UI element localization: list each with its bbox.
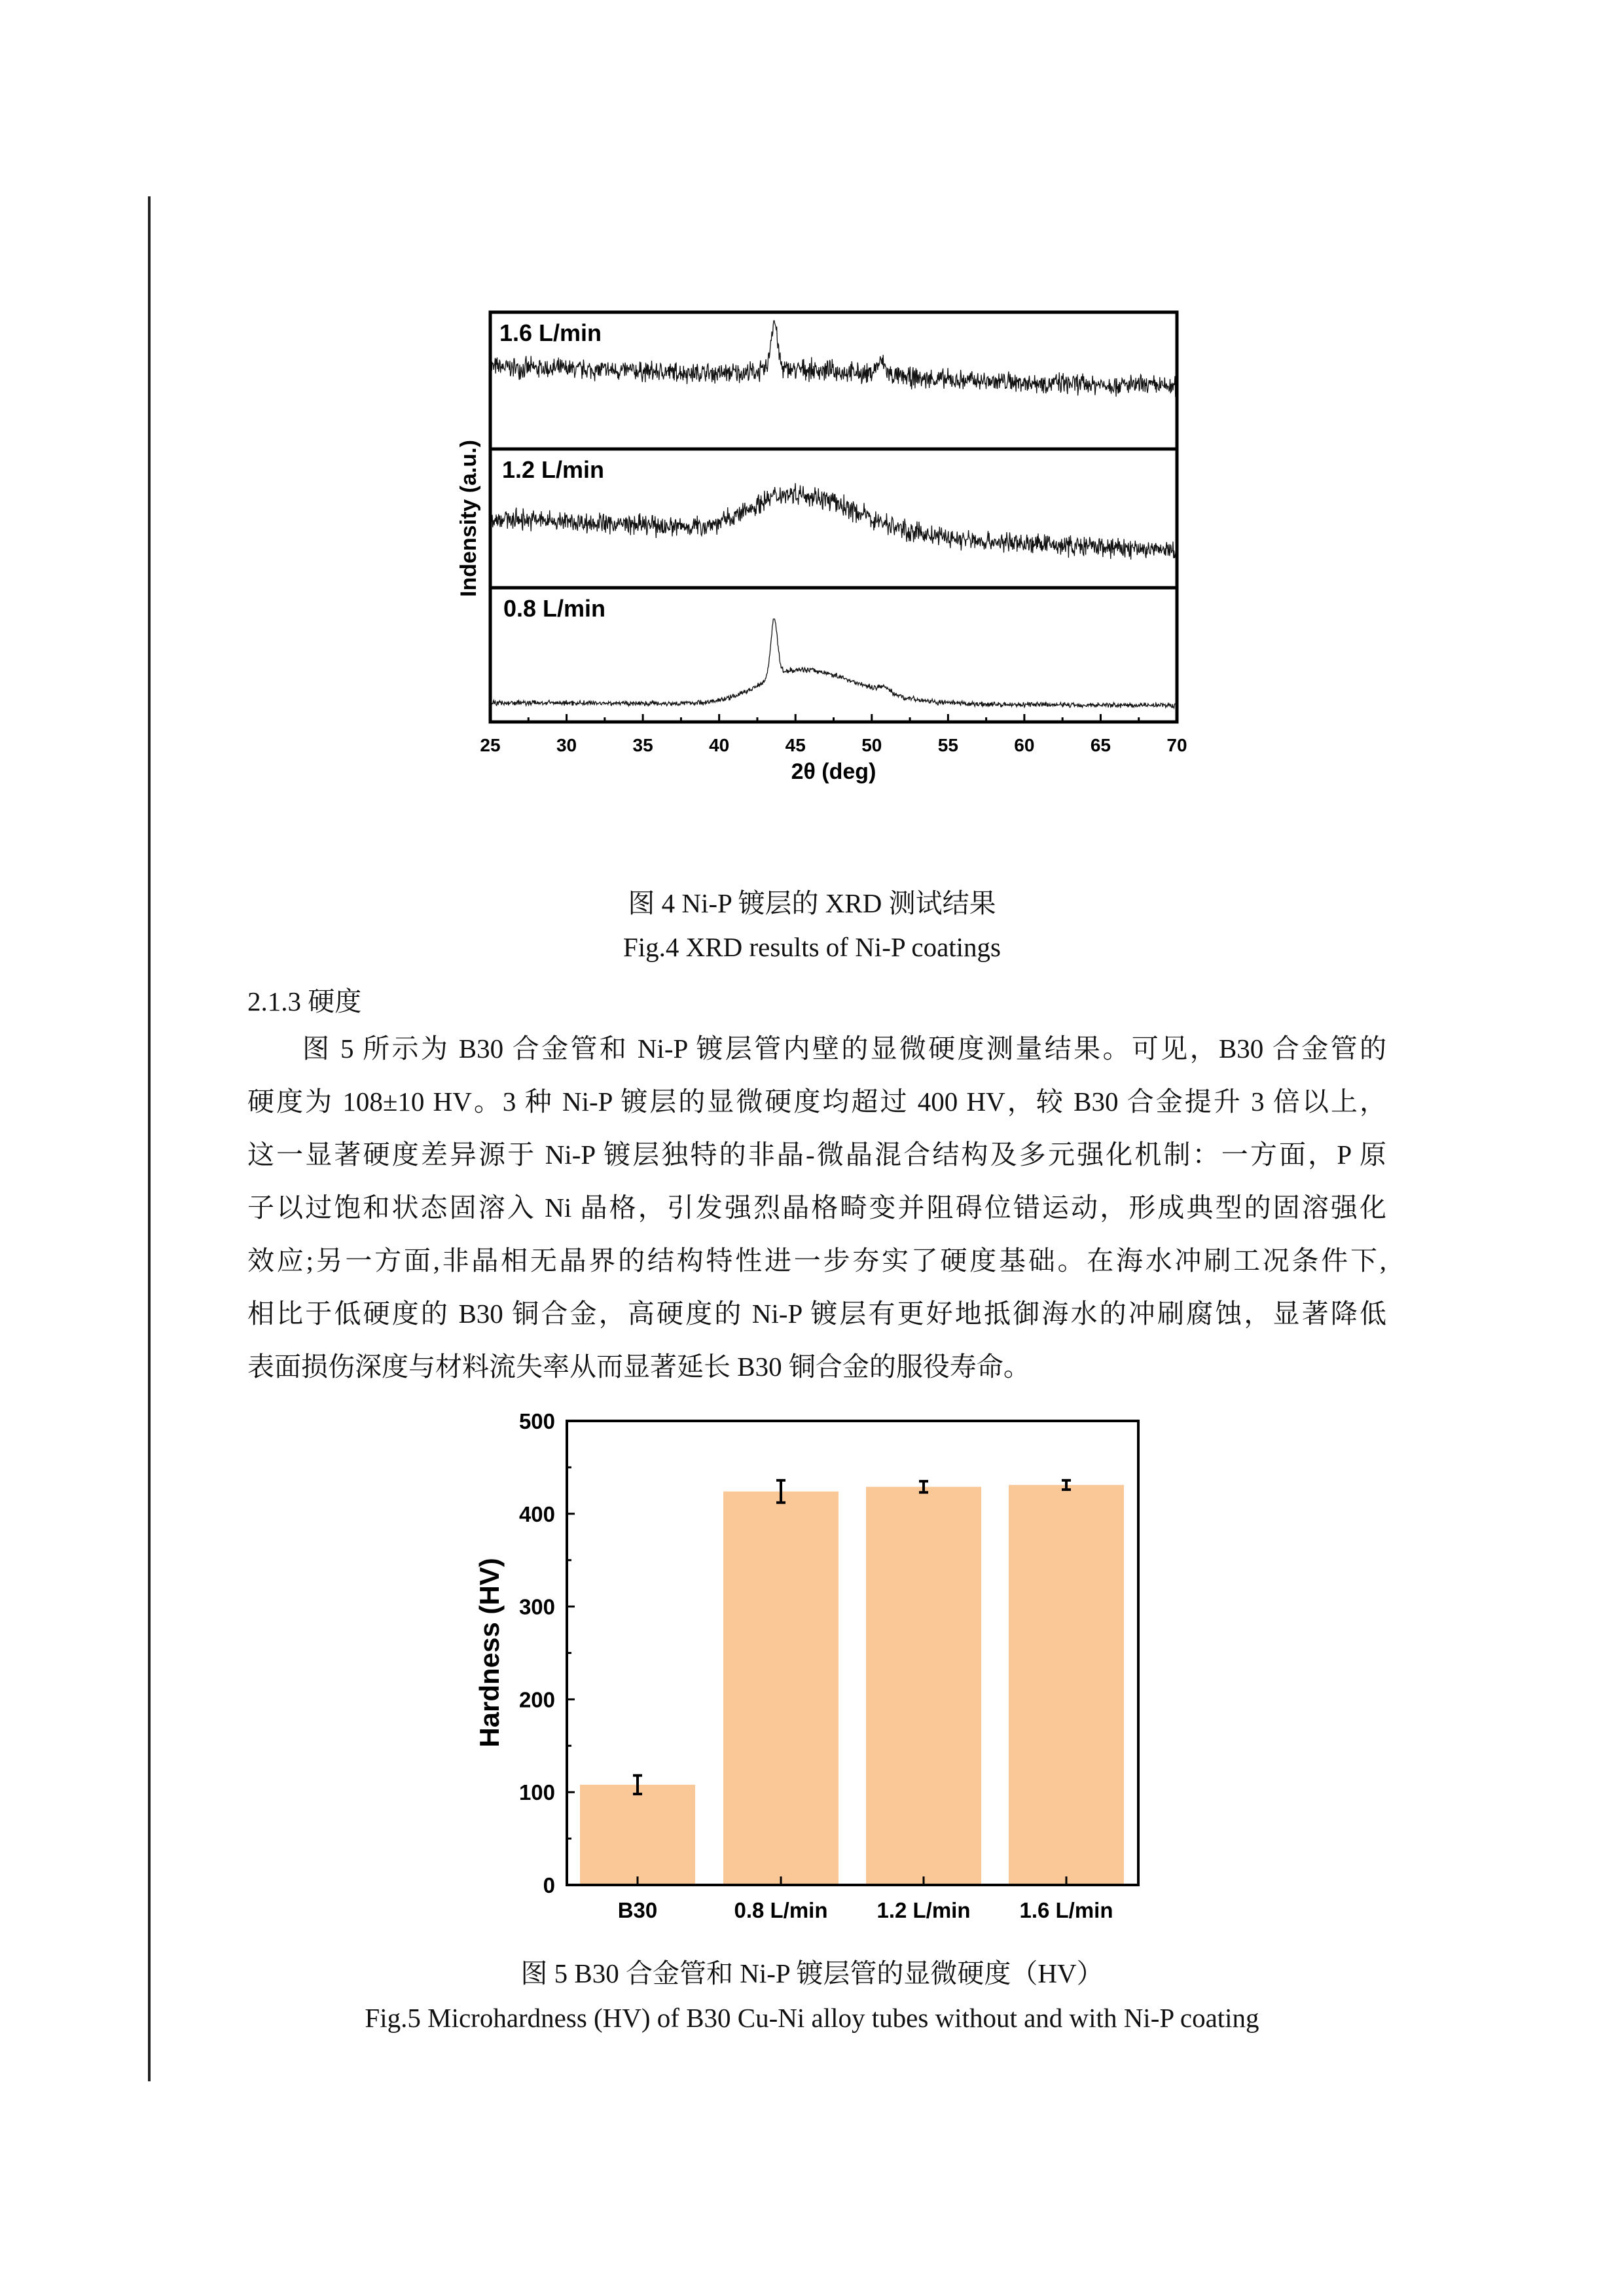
xrd-curve-12 (490, 483, 1177, 560)
paragraph-line: 硬度为 108±10 HV。3 种 Ni-P 镀层的显微硬度均超过 400 HV，较 B30 合金提升 3 倍以上， (247, 1086, 1386, 1117)
bar-1 (723, 1492, 839, 1885)
x-tick-label: 70 (1166, 735, 1187, 755)
panel-label: 1.6 L/min (499, 319, 602, 346)
xrd-curve-08 (490, 619, 1177, 708)
x-tick-label: 60 (1014, 735, 1035, 755)
x-tick-label: 1.6 L/min (1019, 1898, 1113, 1922)
x-tick-label: 45 (785, 735, 806, 755)
x-tick-label: 0.8 L/min (734, 1898, 828, 1922)
paragraph-line: 这一显著硬度差异源于 Ni-P 镀层独特的非晶-微晶混合结构及多元强化机制：一方面，P 原 (247, 1139, 1386, 1170)
xrd-chart (445, 295, 1204, 805)
bar-2 (866, 1487, 981, 1885)
paragraph-line: 图 5 所示为 B30 合金管和 Ni-P 镀层管内壁的显微硬度测量结果。可见，B30 合金管的 (302, 1033, 1386, 1064)
section-heading: 2.1.3 硬度 (247, 986, 362, 1016)
y-tick-label: 200 (518, 1687, 555, 1712)
x-tick-label: 50 (861, 735, 882, 755)
y-tick-label: 300 (518, 1594, 555, 1619)
x-tick-label: 55 (937, 735, 958, 755)
panel-label: 0.8 L/min (503, 595, 606, 622)
x-tick-label: 1.2 L/min (876, 1898, 971, 1922)
y-tick-label: 500 (518, 1409, 555, 1433)
figure5-caption-en: Fig.5 Microhardness (HV) of B30 Cu-Ni alloy tubes without and with Ni-P coating (365, 2003, 1259, 2033)
paragraph-line: 相比于低硬度的 B30 铜合金，高硬度的 Ni-P 镀层有更好地抵御海水的冲刷腐蚀，显著降低 (247, 1299, 1386, 1329)
paragraph-line: 表面损伤深度与材料流失率从而显著延长 B30 铜合金的服役寿命。 (247, 1352, 1030, 1382)
y-axis-label: Indensity (a.u.) (456, 440, 481, 597)
x-tick-label: 30 (556, 735, 577, 755)
x-tick-label: 65 (1090, 735, 1111, 755)
x-tick-label: 35 (632, 735, 653, 755)
paragraph-line: 效应;另一方面,非晶相无晶界的结构特性进一步夯实了硬度基础。在海水冲刷工况条件下, (247, 1246, 1386, 1276)
figure5-caption-cn: 图 5 B30 合金管和 Ni-P 镀层管的显微硬度（HV） (520, 1958, 1104, 1988)
paragraph-line: 子以过饱和状态固溶入 Ni 晶格，引发强烈晶格畸变并阻碍位错运动，形成典型的固溶强化 (247, 1193, 1386, 1223)
hardness-bar-chart (458, 1388, 1152, 1937)
x-tick-label: 25 (480, 735, 501, 755)
figure4-caption-en: Fig.4 XRD results of Ni-P coatings (623, 932, 1001, 962)
bar-3 (1009, 1485, 1124, 1885)
body-paragraph (247, 1030, 1386, 1401)
y-tick-label: 400 (518, 1501, 555, 1526)
figure4-caption-cn: 图 4 Ni-P 镀层的 XRD 测试结果 (628, 888, 996, 918)
x-axis-label: 2θ (deg) (791, 759, 876, 784)
y-axis-label: Hardness (HV) (474, 1558, 505, 1748)
y-tick-label: 100 (518, 1780, 555, 1805)
x-tick-label: 40 (709, 735, 730, 755)
y-tick-label: 0 (543, 1873, 555, 1897)
bar-0 (580, 1785, 695, 1885)
x-tick-label: B30 (617, 1898, 658, 1922)
margin-rule (148, 196, 151, 2081)
panel-label: 1.2 L/min (502, 456, 605, 483)
